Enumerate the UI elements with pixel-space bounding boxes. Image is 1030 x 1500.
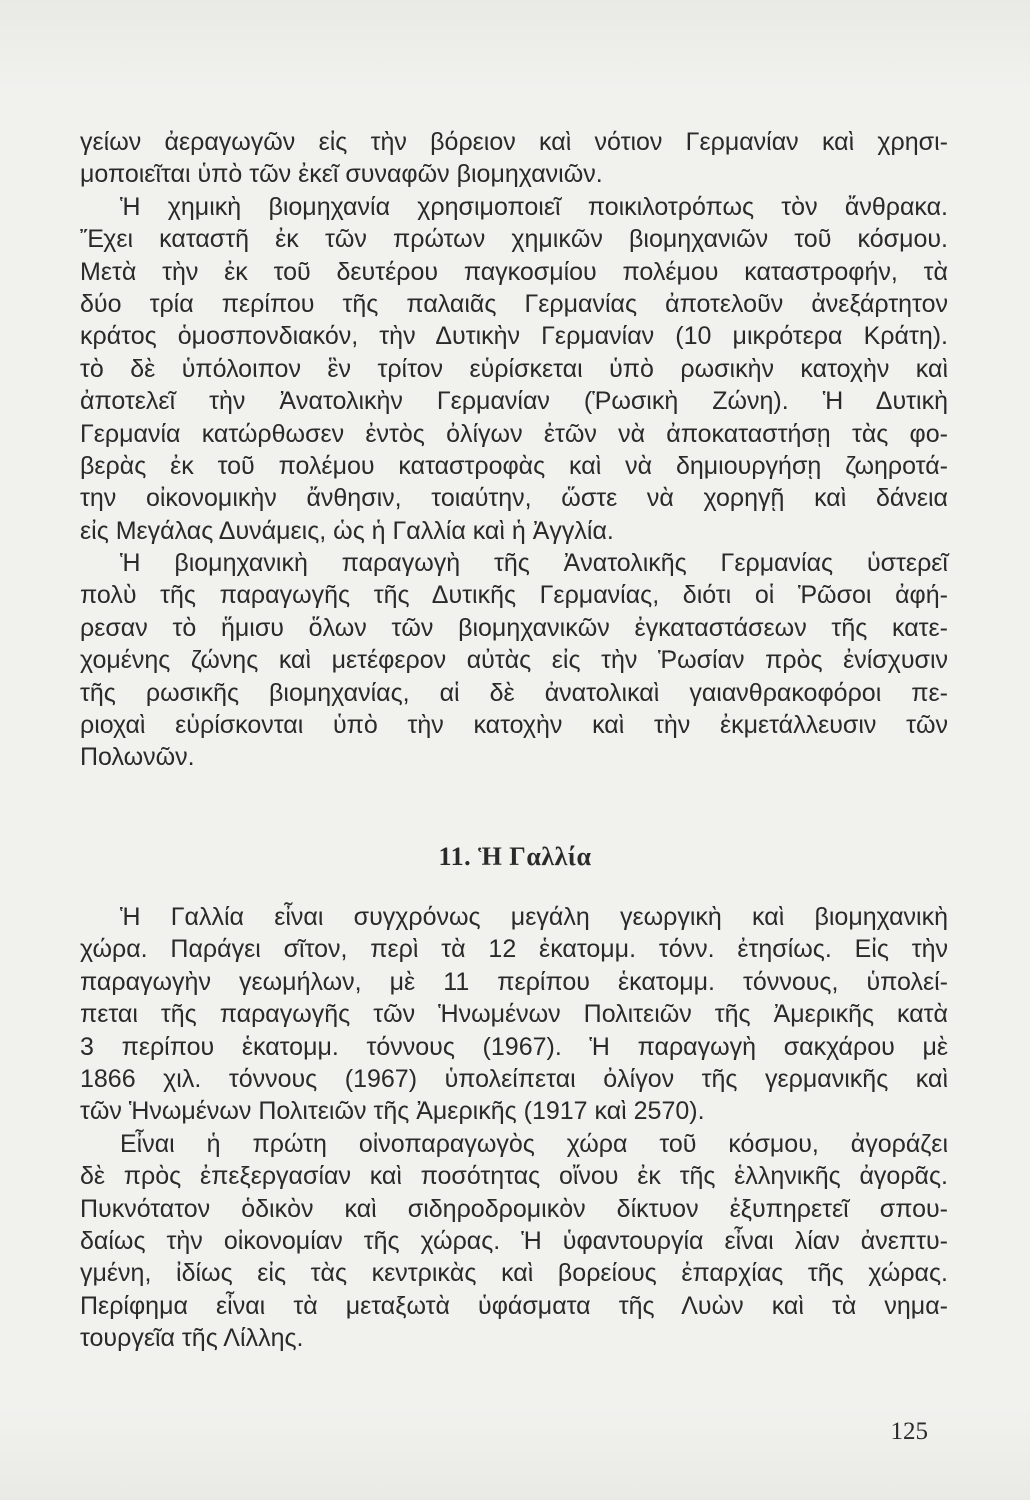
text-line: Πυκνότατον ὁδικὸν καὶ σιδηροδρομικὸν δίκτυον ἐξυπηρετεῖ σπου- <box>80 1194 948 1223</box>
text-line: Πολωνῶν. <box>80 743 195 772</box>
section-heading: 11. Ἡ Γαλλία <box>438 842 592 871</box>
germany-section-text <box>80 126 948 774</box>
text-line: χομένης ζώνης καὶ μετέφερον αὐτὰς εἰς τὴν Ῥωσίαν πρὸς ἐνίσχυσιν <box>80 646 948 675</box>
text-line: χώρα. Παράγει σῖτον, περὶ τὰ 12 ἑκατομμ. τόνν. ἐτησίως. Εἰς τὴν <box>80 935 948 964</box>
text-line: πολὺ τῆς παραγωγῆς τῆς Δυτικῆς Γερμανίας, διότι οἱ Ῥῶσοι ἀφή- <box>80 581 948 610</box>
text-line: βερὰς ἐκ τοῦ πολέμου καταστροφὰς καὶ νὰ δημιουργήσῃ ζωηροτά- <box>80 451 948 480</box>
text-line: κράτος ὁμοσπονδιακόν, τὴν Δυτικὴν Γερμανίαν (10 μικρότερα Κράτη). <box>80 322 948 351</box>
text-line: Περίφημα εἶναι τὰ μεταξωτὰ ὑφάσματα τῆς Λυὼν καὶ τὰ νημα- <box>80 1291 948 1320</box>
text-line: Γερμανία κατώρθωσεν ἐντὸς ὀλίγων ἐτῶν νὰ ἀποκαταστήσῃ τὰς φο- <box>80 419 948 448</box>
text-line: Ἡ Γαλλία εἶναι συγχρόνως μεγάλη γεωργικὴ καὶ βιομηχανικὴ <box>120 903 948 931</box>
text-line: Ἡ χημικὴ βιομηχανία χρησιμοποιεῖ ποικιλοτρόπως τὸν ἄνθρακα. <box>120 192 948 221</box>
text-line: ριοχαὶ εὑρίσκονται ὑπὸ τὴν κατοχὴν καὶ τὴν ἐκμετάλλευσιν τῶν <box>80 711 948 740</box>
text-line: τουργεῖα τῆς Λίλλης. <box>80 1324 304 1353</box>
text-line: γείων ἀεραγωγῶν εἰς τὴν βόρειον καὶ νότιον Γερμανίαν καὶ χρησι- <box>80 128 948 156</box>
text-line: ρεσαν τὸ ἥμισυ ὅλων τῶν βιομηχανικῶν ἐγκαταστάσεων τῆς κατε- <box>80 613 948 642</box>
text-line: τῆς ρωσικῆς βιομηχανίας, αἱ δὲ ἀνατολικαὶ γαιανθρακοφόροι πε- <box>80 678 948 707</box>
text-line: 1866 χιλ. τόννους (1967) ὑπολείπεται ὀλίγον τῆς γερμανικῆς καὶ <box>80 1064 948 1093</box>
text-line: 3 περίπου ἑκατομμ. τόννους (1967). Ἡ παραγωγὴ σακχάρου μὲ <box>80 1032 948 1061</box>
text-line: Μετὰ τὴν ἐκ τοῦ δευτέρου παγκοσμίου πολέμου καταστροφήν, τὰ <box>80 257 948 286</box>
text-line: δὲ πρὸς ἐπεξεργασίαν καὶ ποσότητας οἴνου ἐκ τῆς ἑλληνικῆς ἀγορᾶς. <box>80 1162 948 1191</box>
text-line: Ἔχει καταστῆ ἐκ τῶν πρώτων χημικῶν βιομηχανιῶν τοῦ κόσμου. <box>80 225 948 254</box>
text-line: πεται τῆς παραγωγῆς τῶν Ἡνωμένων Πολιτειῶν τῆς Ἀμερικῆς κατὰ <box>80 1000 948 1029</box>
text-line: δύο τρία περίπου τῆς παλαιᾶς Γερμανίας ἀποτελοῦν ἀνεξάρτητον <box>80 289 948 318</box>
text-line: μοποιεῖται ὑπὸ τῶν ἐκεῖ συναφῶν βιομηχανιῶν. <box>80 160 603 189</box>
text-line: Ἡ βιομηχανικὴ παραγωγὴ τῆς Ἀνατολικῆς Γερμανίας ὑστερεῖ <box>120 549 948 578</box>
text-line: ἀποτελεῖ τὴν Ἀνατολικὴν Γερμανίαν (Ῥωσικὴ Ζώνη). Ἡ Δυτικὴ <box>80 387 948 416</box>
text-line: παραγωγὴν γεωμήλων, μὲ 11 περίπου ἑκατομμ. τόννους, ὑπολεί- <box>80 967 948 996</box>
text-line: την οἰκονομικὴν ἄνθησιν, τοιαύτην, ὥστε νὰ χορηγῇ καὶ δάνεια <box>80 484 948 513</box>
text-line: δαίως τὴν οἰκονομίαν τῆς χώρας. Ἡ ὑφαντουργία εἶναι λίαν ἀνεπτυ- <box>80 1226 948 1255</box>
text-line: γμένη, ἰδίως εἰς τὰς κεντρικὰς καὶ βορείους ἐπαρχίας τῆς χώρας. <box>80 1259 948 1288</box>
page-number: 125 <box>890 1418 928 1445</box>
text-line: τὸ δὲ ὑπόλοιπον ἓν τρίτον εὑρίσκεται ὑπὸ ρωσικὴν κατοχὴν καὶ <box>80 354 948 383</box>
text-line: εἰς Μεγάλας Δυνάμεις, ὡς ἡ Γαλλία καὶ ἡ Ἀγγλία. <box>80 516 614 545</box>
france-section-text <box>80 901 948 1354</box>
text-line: Εἶναι ἡ πρώτη οἰνοπαραγωγὸς χώρα τοῦ κόσμου, ἀγοράζει <box>120 1129 948 1158</box>
text-line: τῶν Ἡνωμένων Πολιτειῶν τῆς Ἀμερικῆς (1917 καὶ 2570). <box>80 1097 705 1126</box>
